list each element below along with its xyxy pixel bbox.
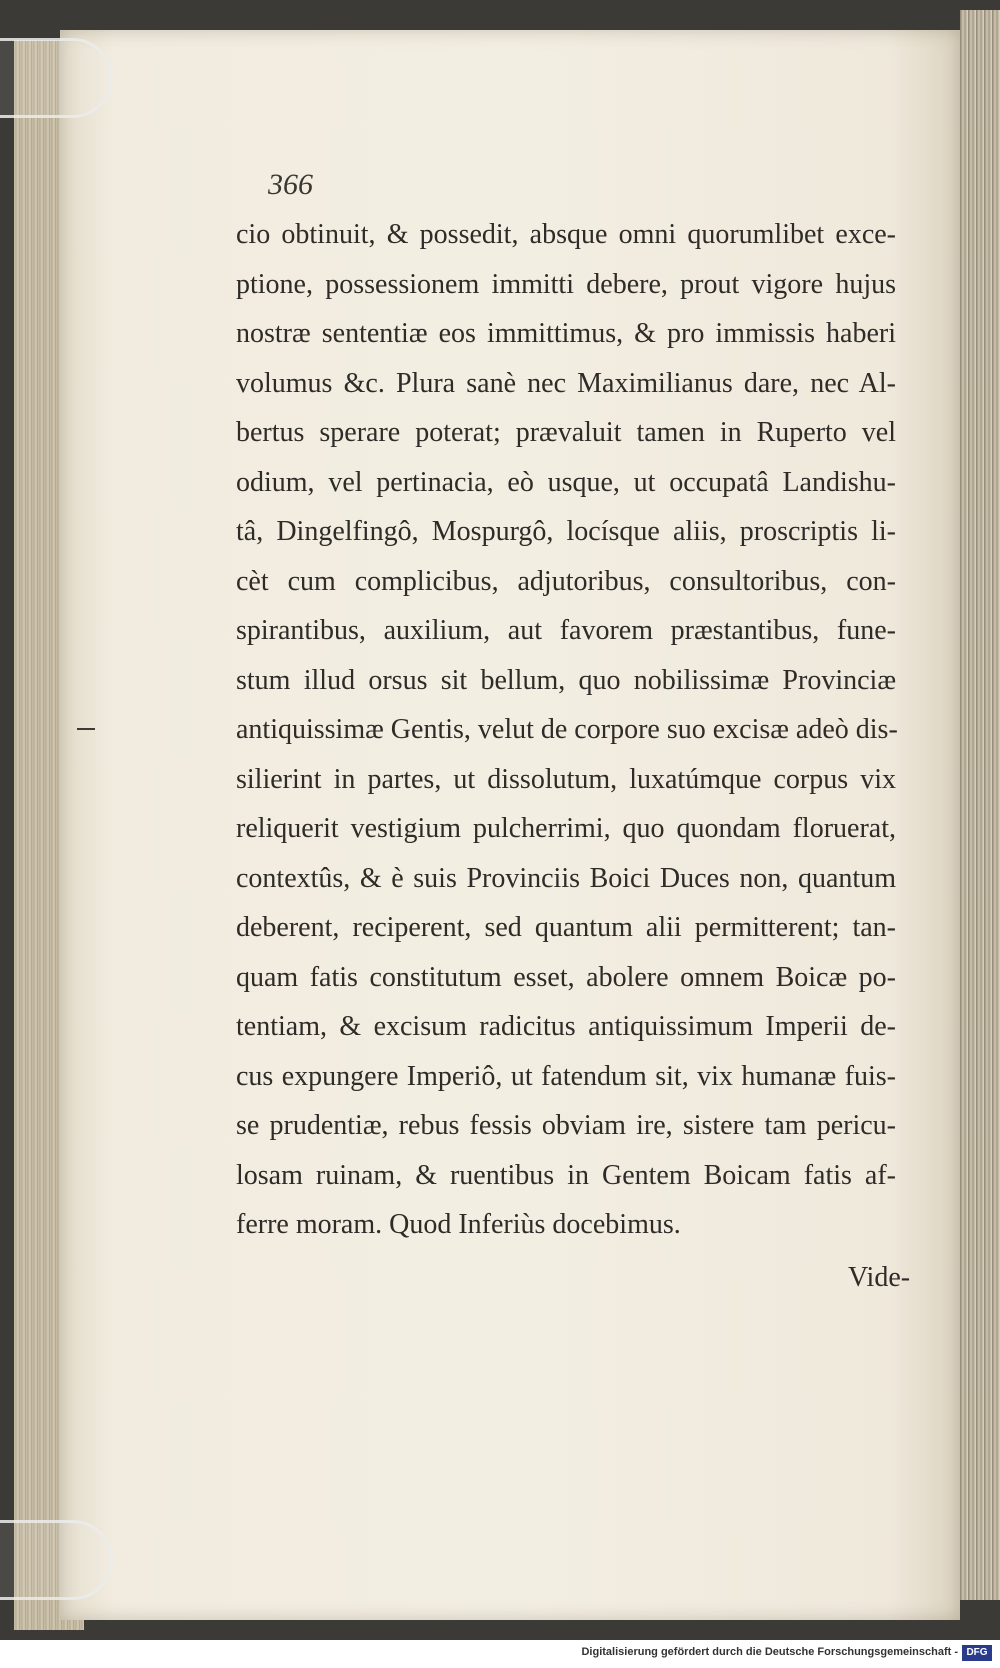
- page-number: 366: [268, 168, 313, 201]
- text-line: ptione, possessionem immitti debere, prout vigore hujus: [236, 268, 896, 300]
- text-line: stum illud orsus sit bellum, quo nobilissimæ Provinciæ: [236, 664, 896, 696]
- text-line: cèt cum complicibus, adjutoribus, consultoribus, con-: [236, 565, 896, 597]
- text-line: cus expungere Imperiô, ut fatendum sit, vix humanæ fuis-: [236, 1060, 896, 1092]
- text-line: deberent, reciperent, sed quantum alii permitterent; tan-: [236, 912, 896, 943]
- footer-bar: [0, 1640, 1000, 1668]
- text-line: losam ruinam, & ruentibus in Gentem Boicam fatis af-: [236, 1159, 896, 1191]
- page-clip-bottom: [0, 1520, 113, 1600]
- footer-credit: Digitalisierung gefördert durch die Deutsche Forschungsgemeinschaft -: [581, 1646, 958, 1658]
- dfg-logo: DFG: [962, 1645, 992, 1661]
- text-line: tentiam, & excisum radicitus antiquissimum Imperii de-: [236, 1011, 896, 1042]
- text-line: cio obtinuit, & possedit, absque omni quorumlibet exce-: [236, 219, 896, 250]
- catchword: Vide-: [848, 1262, 911, 1293]
- text-line: se prudentiæ, rebus fessis obviam ire, sistere tam pericu-: [236, 1110, 896, 1141]
- text-line: volumus &c. Plura sanè nec Maximilianus dare, nec Al-: [236, 367, 896, 399]
- text-line: spirantibus, auxilium, aut favorem præstantibus, fune-: [236, 615, 896, 646]
- page-clip-top: [0, 38, 113, 118]
- text-line: quam fatis constitutum esset, abolere omnem Boicæ po-: [236, 961, 896, 993]
- text-line: odium, vel pertinacia, eò usque, ut occupatâ Landishu-: [236, 466, 896, 498]
- book-edge-right: [960, 10, 1000, 1600]
- text-line: antiquissimæ Gentis, velut de corpore suo excisæ adeò dis-: [236, 714, 898, 745]
- text-line: ferre moram. Quod Inferiùs docebimus.: [236, 1209, 681, 1240]
- text-line: reliquerit vestigium pulcherrimi, quo quondam floruerat,: [236, 813, 896, 844]
- text-line: contextûs, & è suis Provinciis Boici Duces non, quantum: [236, 862, 896, 894]
- margin-mark: [77, 728, 95, 730]
- text-line: tâ, Dingelfingô, Mospurgô, locísque aliis, proscriptis li-: [236, 516, 896, 547]
- text-line: bertus sperare poterat; prævaluit tamen in Ruperto vel: [236, 417, 896, 448]
- body-text: [236, 210, 896, 1250]
- text-line: silierint in partes, ut dissolutum, luxatúmque corpus vix: [236, 763, 896, 795]
- text-line: nostræ sententiæ eos immittimus, & pro immissis haberi: [236, 318, 896, 349]
